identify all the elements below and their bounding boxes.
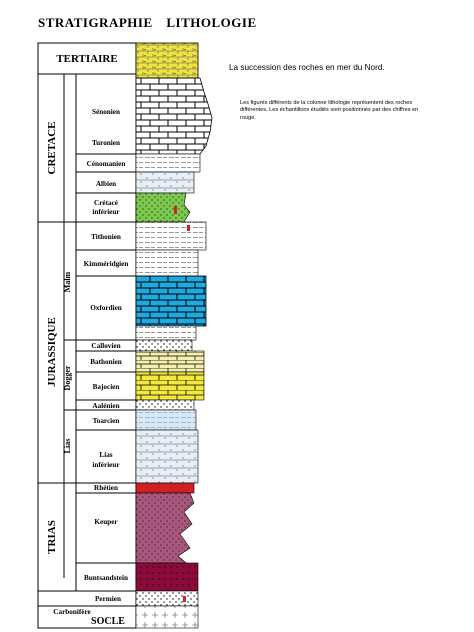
stage-lias-inferieur-2: inférieur — [92, 461, 120, 469]
layer-bajocien — [136, 372, 204, 400]
sample-marker — [187, 225, 190, 231]
layer-toarcien — [136, 410, 196, 430]
layer-lias-inferieur — [136, 430, 198, 483]
stage-kimmeridgien: Kimméridgien — [83, 260, 129, 268]
stage-toarcien: Toarcien — [92, 417, 120, 425]
system-tertiaire: TERTIAIRE — [56, 53, 118, 65]
header-lithology: LITHOLOGIE — [166, 15, 257, 30]
layer-rhetien — [136, 483, 194, 493]
stage-keuper: Keuper — [94, 518, 118, 526]
series-malm: Malm — [63, 271, 72, 293]
layer-albien — [136, 172, 194, 193]
sample-marker — [183, 596, 186, 602]
stage-buntsandstein: Buntsandstein — [84, 574, 128, 582]
system-trias: TRIAS — [46, 520, 58, 554]
layer-tithonien — [136, 222, 206, 250]
stage-albien: Albien — [95, 180, 117, 188]
stage-permien: Permien — [95, 595, 121, 603]
layer-socle — [136, 606, 198, 628]
stage-oxfordien: Oxfordien — [90, 304, 122, 312]
stage-carbonifere: Carbonifère — [53, 608, 91, 616]
stage-turonien: Turonien — [92, 139, 120, 147]
layer-cenomanien — [136, 154, 200, 172]
layer-cretace-inferieur — [136, 193, 190, 222]
system-jurassique: JURASSIQUE — [46, 317, 58, 387]
layer-callovien — [136, 340, 192, 351]
series-lias: Lias — [63, 438, 72, 454]
layer-kimmeridgien — [136, 250, 198, 276]
stage-senonien: Sénonien — [92, 108, 120, 116]
stage-bajocien: Bajocien — [92, 383, 120, 391]
lithology-column — [136, 43, 212, 628]
layer-permien — [136, 591, 198, 606]
diagram-description: Les figurés différents de la colonne lithologie représentent des roches différentes. Les échantillons étudiés sont positionnés par des chiffres en rouge. — [240, 100, 419, 121]
system-cretace: CRETACE — [46, 121, 58, 175]
layer-oxfordien-base — [136, 326, 196, 340]
layer-senonien — [136, 78, 212, 154]
layer-aalenien — [136, 400, 194, 410]
stage-cretace-inferieur-1: Crétacé — [94, 199, 118, 207]
stage-lias-inferieur-1: Lias — [99, 451, 113, 459]
stage-callovien: Callovien — [91, 342, 121, 350]
layer-oxfordien — [136, 276, 206, 326]
layer-tertiaire — [136, 43, 198, 78]
stage-cretace-inferieur-2: inférieur — [92, 208, 120, 216]
layer-keuper — [136, 493, 194, 563]
diagram-title: La succession des roches en mer du Nord. — [229, 63, 385, 72]
stage-aalenien: Aalénien — [92, 402, 120, 410]
stage-bathonien: Bathonien — [90, 358, 122, 366]
layer-buntsandstein — [136, 563, 198, 591]
sample-marker — [174, 206, 177, 214]
layer-bathonien — [136, 351, 204, 372]
series-dogger: Dogger — [63, 365, 72, 391]
stage-tithonien: Tithonien — [91, 233, 121, 241]
header-stratigraphy: STRATIGRAPHIE — [38, 15, 153, 30]
system-socle: SOCLE — [91, 616, 125, 627]
stage-rhetien: Rhétien — [94, 484, 118, 492]
stage-cenomanien: Cénomanien — [86, 160, 126, 168]
